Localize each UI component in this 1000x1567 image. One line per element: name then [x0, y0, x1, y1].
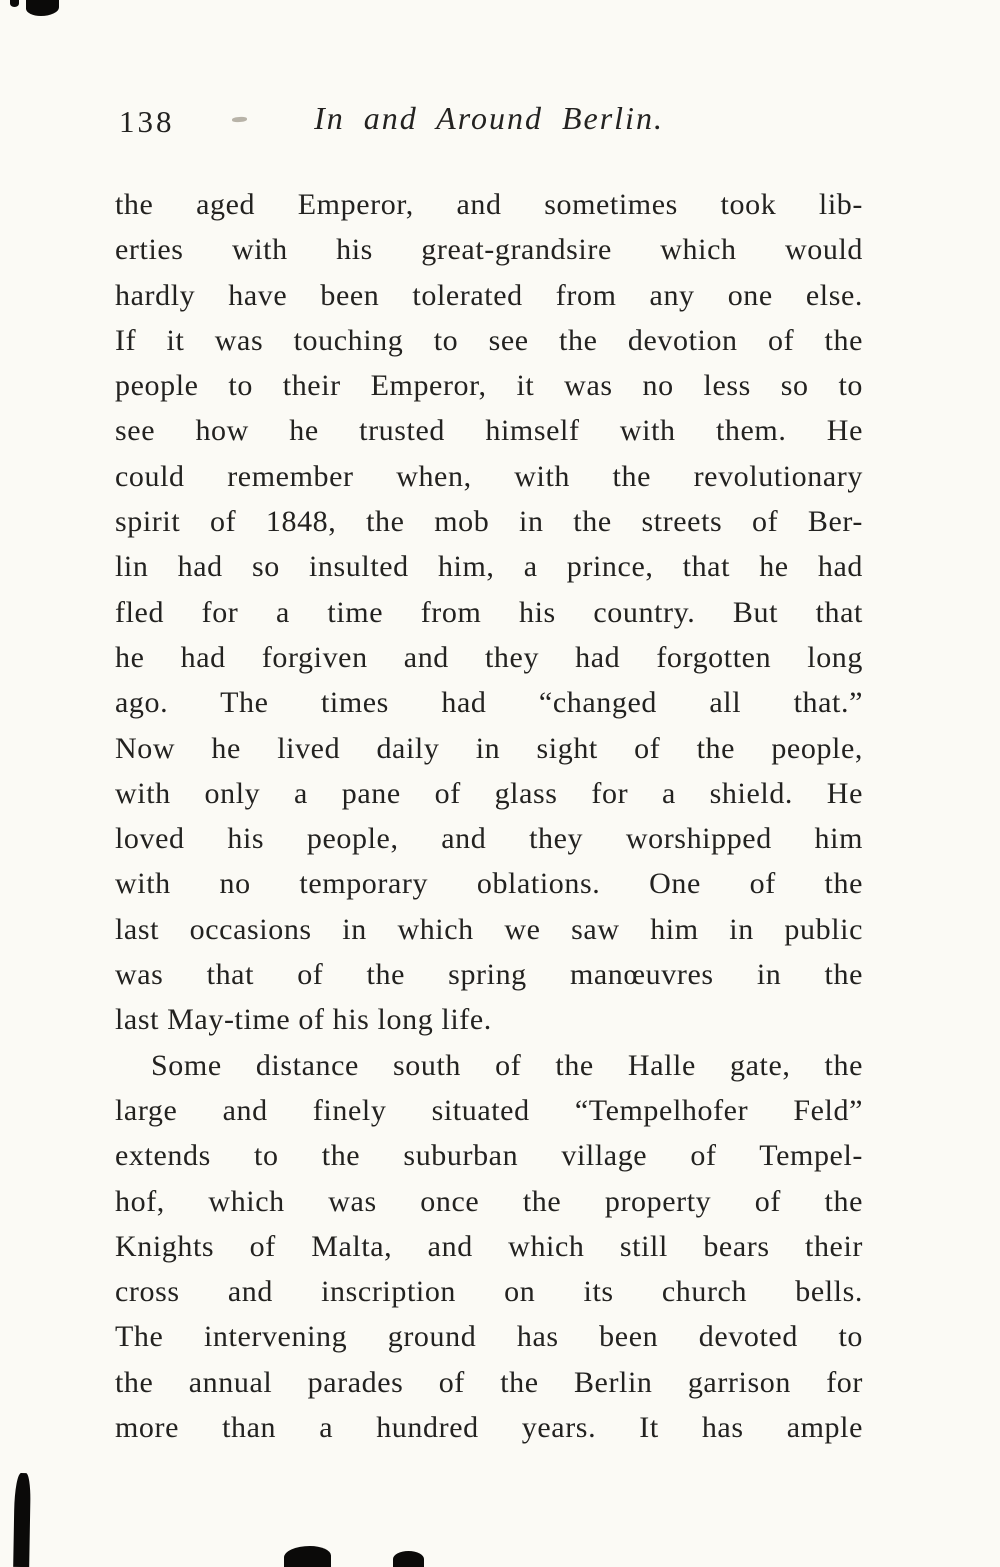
text-line: ago. The times had “changed all that.”: [115, 686, 863, 720]
text-line: lin had so insulted him, a prince, that he had: [115, 550, 863, 584]
text-line: extends to the suburban village of Tempel-: [115, 1139, 863, 1173]
text-line: more than a hundred years. It has ample: [115, 1411, 863, 1445]
text-line: erties with his great-grandsire which would: [115, 233, 863, 267]
scan-artifact-bottom-blob-small: [393, 1551, 424, 1567]
text-line: could remember when, with the revolutionary: [115, 459, 863, 493]
text-line: hof, which was once the property of the: [115, 1184, 863, 1218]
text-line: people to their Emperor, it was no less so to: [115, 369, 863, 403]
text-line: he had forgiven and they had forgotten long: [115, 640, 863, 674]
text-line: loved his people, and they worshipped him: [115, 822, 863, 856]
page-number: 138: [119, 104, 175, 139]
page-header: [115, 100, 863, 148]
running-header-title: In and Around Berlin.: [314, 100, 664, 136]
text-line: last occasions in which we saw him in public: [115, 912, 863, 946]
scan-artifact-top-left-small: [10, 0, 19, 7]
text-line: The intervening ground has been devoted to: [115, 1320, 863, 1354]
text-line: hardly have been tolerated from any one else.: [115, 278, 863, 312]
text-line: was that of the spring manœuvres in the: [115, 958, 863, 992]
scan-artifact-bottom-left-bar: [13, 1473, 31, 1567]
text-line: cross and inscription on its church bells.: [115, 1275, 863, 1309]
scan-artifact-bottom-blob: [284, 1546, 331, 1567]
text-line: Some distance south of the Halle gate, the: [151, 1048, 863, 1082]
text-line: If it was touching to see the devotion of the: [115, 323, 863, 357]
text-line: with no temporary oblations. One of the: [115, 867, 863, 901]
text-line: the aged Emperor, and sometimes took lib-: [115, 188, 863, 221]
text-line: Knights of Malta, and which still bears their: [115, 1229, 863, 1263]
text-line: with only a pane of glass for a shield. He: [115, 776, 863, 810]
text-line: last May-time of his long life.: [115, 1003, 492, 1037]
text-line: the annual parades of the Berlin garrison for: [115, 1365, 863, 1399]
text-line: see how he trusted himself with them. He: [115, 414, 863, 448]
text-line: fled for a time from his country. But that: [115, 595, 863, 629]
text-line: large and finely situated “Tempelhofer Feld”: [115, 1093, 863, 1127]
text-line: Now he lived daily in sight of the people,: [115, 731, 863, 765]
page-body: [115, 182, 863, 1450]
text-line: spirit of 1848, the mob in the streets of Ber-: [115, 505, 863, 539]
scan-artifact-top-left: [26, 0, 59, 16]
